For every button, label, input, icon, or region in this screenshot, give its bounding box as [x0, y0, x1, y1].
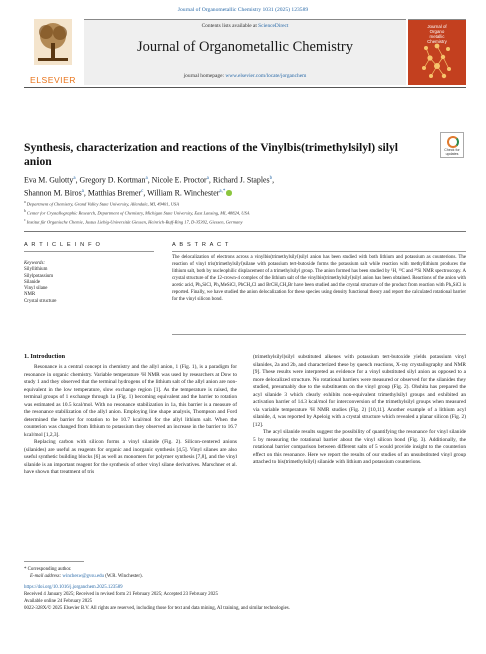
affiliations — [24, 199, 464, 226]
journal-cover-thumbnail[interactable] — [408, 19, 466, 85]
keyword: Silanide — [24, 279, 41, 285]
updates-label: Check for updates — [444, 148, 460, 156]
masthead-banner — [84, 19, 406, 85]
author-name[interactable]: Gregory D. Kortman — [79, 175, 146, 185]
footnote-divider — [24, 561, 84, 562]
keyword: Silylpotassium — [24, 273, 54, 279]
paragraph: Replacing carbon with silicon forms a vinyl silanide (Fig. 2). Silicon-centered anions (silanides) are useful as reagents for organic and inorganic synthesis [4,5]. Vinyl silanes are also useful synthetic building blocks [6] as well as monomers for polymer synthesis [7,8], and the vinyl silanide is an important reagent for the synthesis of other vinyl silane derivatives. Marschner et al. have shown that treatment of tris — [24, 439, 237, 475]
affiliation: $^c$ Institut für Organische Chemie, Justus Liebig-Universität Giessen, Heinrich-Buff-Ring 17, D-35392, Giessen, Germany — [24, 218, 243, 225]
cover-molecule-icon — [418, 42, 456, 80]
author-affil-marker[interactable]: a — [145, 176, 148, 181]
journal-homepage: journal homepage: www.elsevier.com/locate/jorganchem — [183, 73, 307, 79]
author-affil-marker[interactable]: a,* — [219, 189, 226, 195]
paragraph: Resonance is a central concept in chemistry and the allyl anion, 1 (Fig. 1), is a paradigm for resonance in organic chemistry. Variable temperature ¹H NMR was used by researchers at Dow to study 1 and they observed that the terminal hydrogens of the lithium salt of the allyl anion are non-equivalent in the low temperature, slow exchange region [1]. As the temperature is raised, the terminal groups of 1 exchange through 1a (Fig. 1) becoming equivalent and the barrier to rotation was estimated as 10.5 kcal/mol. With no resonance stabilization in 1a, this barrier is a measure of the resonance stabilization of the allyl anion. Employing line shape analysis, Thompson and Ford determined the barrier for rotation to be 10.7 kcal/mol for the allyl lithium salt. When the counterion was changed from lithium to potassium they observed an increase in the barrier to 16.7 kcal/mol [1,2,3]. — [24, 364, 237, 438]
online-date: Available online 24 February 2025 — [24, 599, 93, 604]
contents-line: Contents lists available at ScienceDirect — [201, 23, 289, 29]
affiliation: $^a$ Department of Chemistry, Grand Valley State University, Allendale, MI, 49401, USA — [24, 200, 180, 207]
author-name[interactable]: Nicole E. Proctor — [151, 175, 207, 185]
author-name[interactable]: Eva M. Gulotty — [24, 175, 74, 185]
author-name[interactable]: Shannon M. Biros — [24, 188, 82, 198]
author-affil-marker[interactable]: b — [269, 176, 273, 181]
abstract-text: The delocalization of electrons across a vinylbis(trimethylsilyl)silyl anion has been studied with both lithium and potassium as counterions. The reaction of vinyl tris(trimethylsilyl)silane with potassium tert-butoxide forms the potassium salt while reaction with methyllithium produces the lithium salt, both by nucleophilic displacement of a trimethylsilyl group. The anion formed has been studied by ¹H, ¹³C and ²⁹Si NMR spectroscopy. A crystal structure of the 12-crown-4 complex of the lithium salt of the vinylbis(trimethylsilyl)silyl anion has been obtained. Reactions of the anion with acetic acid, Ph₃SiCl, Ph₂MeSiCl, PhCH₂Cl and BrCH₂CH₂Br have been studied and the crystal structure of the product from reaction with Ph₃SiCl is reported. Finally, we have studied the anion delocalization for these species using density functional theory and report the calculated rotational barrier for the vinyl silicon bond. — [172, 255, 466, 302]
elsevier-logo[interactable] — [24, 19, 82, 85]
author-affil-marker[interactable]: a — [81, 189, 84, 195]
journal-masthead — [24, 19, 466, 85]
elsevier-tree-icon — [34, 19, 72, 65]
sciencedirect-link[interactable]: ScienceDirect — [258, 23, 289, 29]
orcid-icon[interactable] — [226, 190, 232, 196]
keyword: Silyllithium — [24, 267, 48, 273]
doi-link[interactable]: https://doi.org/10.1016/j.jorganchem.2025.123589 — [24, 585, 123, 590]
abstract-heading: A B S T R A C T — [172, 242, 230, 248]
abstract-divider — [172, 251, 466, 252]
article-title: Synthesis, characterization and reactions of the Vinylbis(trimethylsilyl) silyl anion — [24, 141, 398, 168]
email-link[interactable]: winchesw@gvsu.edu — [62, 574, 105, 579]
body-column-left — [24, 364, 237, 477]
paragraph: (trimethylsilyl)silyl substituted alkenes with potassium tert-butoxide yields potassium vinyl silanides, 2a and 2b, and characterized these by quench reactions, X-ray crystallography and NMR [9]. These results were interpreted as evidence for a vinyl substituted silyl anion as opposed to a more delocalized structure. No rotational barriers were measured or observed for the silanides they studied, presumably due to the substituents on the vinyl group (Fig. 2). Ohshita has prepared the acyl silanide 3 which clearly exhibits non-equivalent trimethylsilyl groups and exhibited an activation barrier of 14.3 kcal/mol for interconversion of the trimethylsilyl groups when measured via variable temperature ¹H NMR studies (Fig. 2) [10,11]. Another example of a lithium acyl silanide, 4, was reported by Apeloig with a crystal structure which revealed a planar silicon (Fig. 2) [12]. — [253, 354, 466, 428]
abstract-end-divider — [172, 334, 466, 335]
article-footer — [24, 566, 466, 612]
body-column-right — [253, 354, 466, 467]
keyword: NMR — [24, 292, 36, 298]
article-info-heading: A R T I C L E I N F O — [24, 242, 102, 248]
publisher-name: ELSEVIER — [29, 75, 77, 85]
homepage-link[interactable]: www.elsevier.com/locate/jorganchem — [225, 73, 307, 79]
author-affil-marker[interactable]: a — [206, 176, 209, 181]
section-heading-introduction: 1. Introduction — [24, 353, 66, 360]
keywords-block — [24, 261, 144, 305]
affiliation: $^b$ Center for Crystallographic Research, Department of Chemistry, Michigan State University, East Lansing, MI, 48824, USA — [24, 209, 250, 216]
author-name[interactable]: Richard J. Staples — [212, 175, 270, 185]
keyword: Crystal structure — [24, 298, 57, 304]
author-name[interactable]: Matthias Bremer — [87, 188, 142, 198]
received-dates: Received 4 January 2025; Received in revised form 21 February 2025; Accepted 23 February 2025 — [24, 592, 218, 597]
cover-title: Journal of Organo metallic Chemistry — [427, 24, 447, 44]
paragraph: The acyl silanide results suggest the possibility of quantifying the resonance for vinyl silanide 5 by measuring the rotational barrier about the vinyl silicon bond (Fig. 3). Additionally, the rotational barrier comparison between different salts of 5 would provide insight to the counterion effect on this resonance. Here we report the results of our studies of an unsubstituted vinyl group attached to bis(trimethylsilyl) silanide with lithium and potassium counterions. — [253, 429, 466, 465]
keywords-label: Keywords: — [24, 261, 46, 266]
copyright-notice: 0022-328X/© 2025 Elsevier B.V. All rights are reserved, including those for text and data mining, AI training, and similar technologies. — [24, 606, 290, 611]
keyword: Vinyl silane — [24, 286, 48, 292]
journal-reference[interactable]: Journal of Organometallic Chemistry 1031 (2025) 123589 — [177, 7, 309, 13]
author-affil-marker[interactable]: a — [73, 176, 76, 181]
author-affil-marker[interactable]: c — [141, 189, 144, 195]
author-list: Eva M. Gulotty$^a$, Gregory D. Kortman$^a$, Nicole E. Proctor$^a$, Richard J. Staples$^b$, Shannon M. Biros$^a$, Matthias Bremer$^c$, William R. Winchester$^{a,*}$ — [24, 175, 275, 198]
corresponding-author-note: * Corresponding author. — [24, 567, 72, 572]
affiliation-divider — [24, 231, 466, 232]
journal-title: Journal of Organometallic Chemistry — [137, 39, 353, 55]
check-for-updates-badge[interactable] — [440, 132, 464, 158]
author-name[interactable]: William R. Winchester — [147, 188, 220, 198]
email-line: E-mail address: winchesw@gvsu.edu (W.R. Winchester). — [30, 574, 143, 579]
info-divider — [24, 251, 154, 252]
updates-icon — [447, 136, 459, 148]
masthead-divider — [24, 87, 466, 88]
